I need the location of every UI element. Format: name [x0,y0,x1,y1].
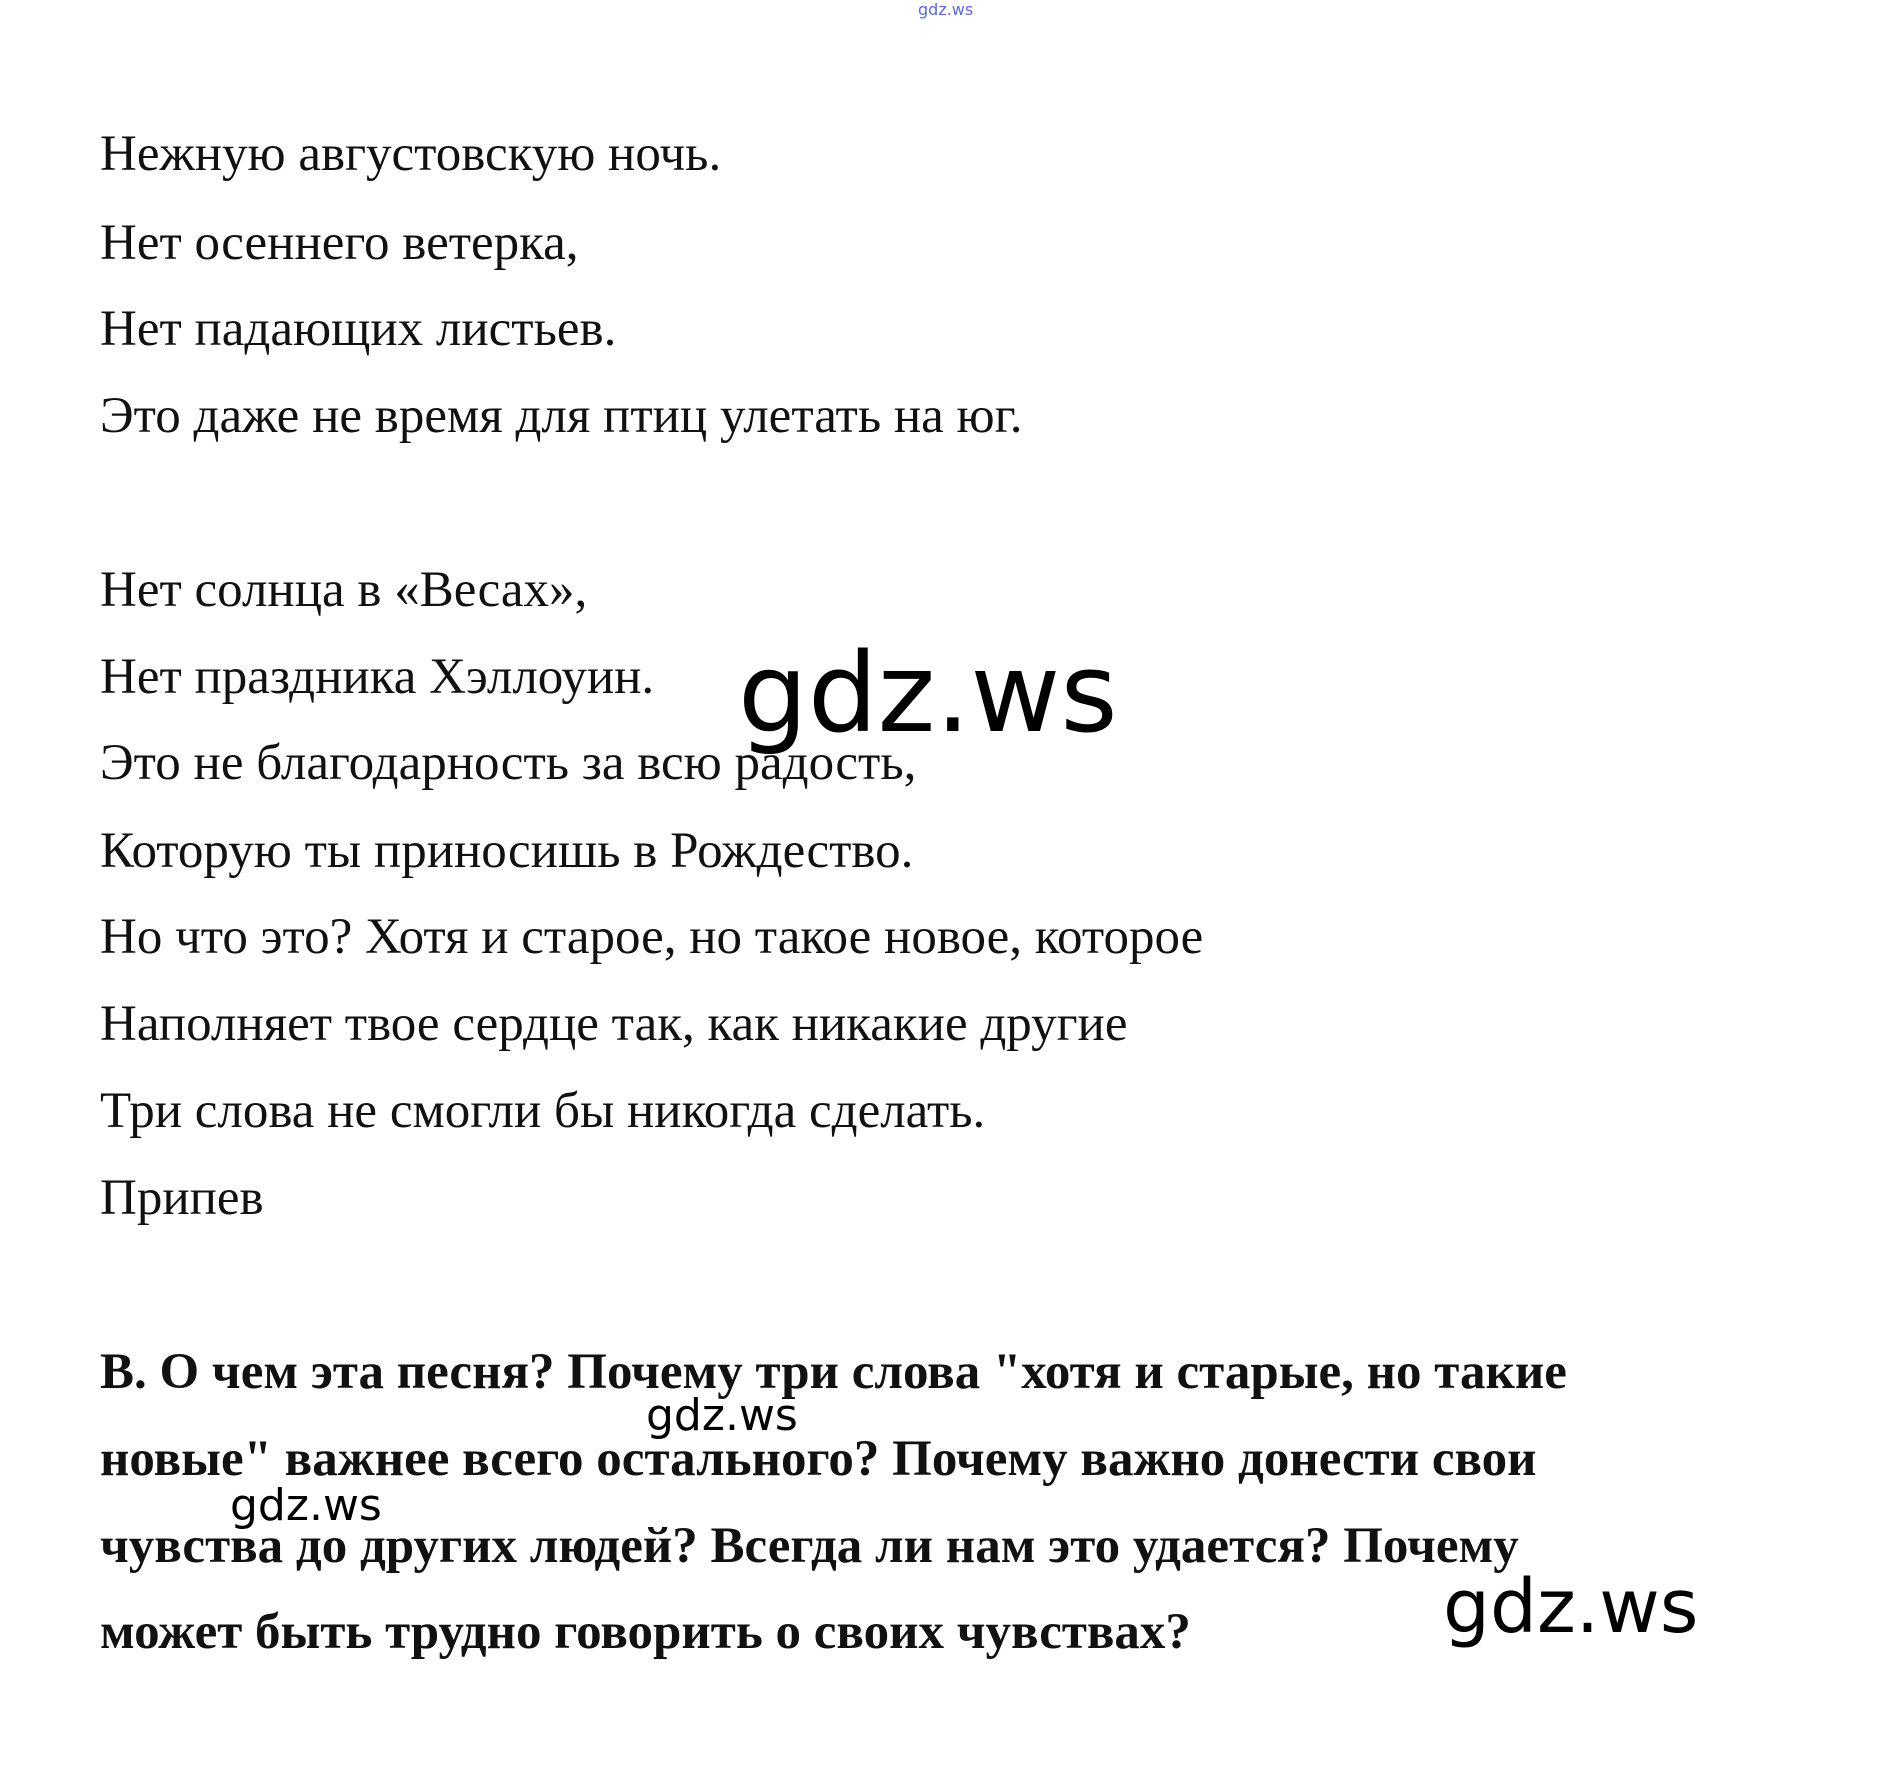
verse-2-line-7: Три слова не смогли бы никогда сделать. [100,1083,986,1139]
verse-2-line-6: Наполняет твое сердце так, как никакие другие [100,996,1128,1052]
verse-1-line-3: Нет падающих листьев. [100,301,617,357]
watermark-small-1: gdz.ws [646,1390,798,1441]
task-b-line-3: чувства до других людей? Всегда ли нам это удается? Почему [100,1518,1519,1574]
verse-1-line-2: Нет осеннего ветерка, [100,215,579,271]
verse-1-line-4: Это даже не время для птиц улетать на юг. [100,388,1023,444]
watermark-bottom-right: gdz.ws [1443,1564,1699,1650]
verse-2-line-1: Нет солнца в «Весах», [100,562,588,618]
verse-2-line-5: Но что это? Хотя и старое, но такое новое, которое [100,909,1204,965]
task-b-line-2: новые" важнее всего остального? Почему важно донести свои [100,1431,1537,1487]
watermark-large: gdz.ws [738,629,1118,757]
watermark-top: gdz.ws [918,0,974,19]
task-b-line-4: может быть трудно говорить о своих чувствах? [100,1604,1191,1660]
task-b-line-1: B. О чем эта песня? Почему три слова "хотя и старые, но такие [100,1344,1567,1400]
verse-2-line-2: Нет праздника Хэллоуин. [100,649,655,705]
verse-1-line-1: Нежную августовскую ночь. [100,126,722,182]
verse-2-line-3: Это не благодарность за всю радость, [100,735,917,791]
verse-2-line-8: Припев [100,1170,264,1226]
verse-2-line-4: Которую ты приносишь в Рождество. [100,823,914,879]
watermark-small-2: gdz.ws [230,1480,382,1531]
